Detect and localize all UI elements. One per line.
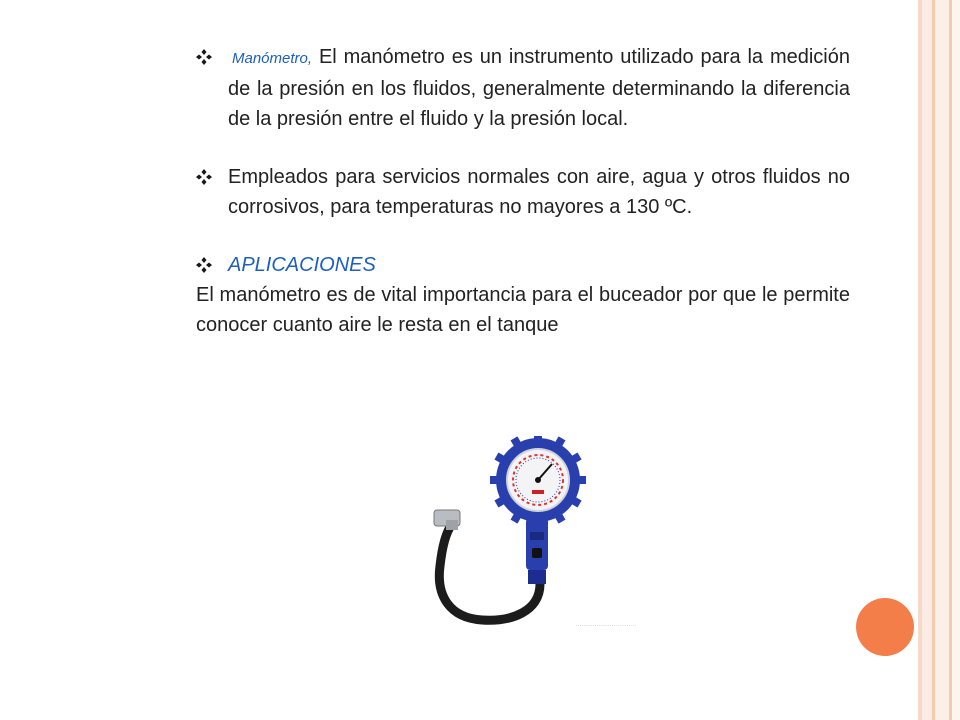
section-heading: APLICACIONES xyxy=(228,254,376,276)
decorative-stripe xyxy=(935,0,949,720)
bullet-text: Empleados para servicios normales con aire, agua y otros fluidos no corrosivos, para temperaturas no mayores a 130 ºC. xyxy=(228,166,850,218)
bullet-item-usage xyxy=(196,162,850,222)
decorative-circle xyxy=(856,598,914,656)
bullet-lead-term: Manómetro, xyxy=(232,50,313,67)
pressure-gauge-image xyxy=(422,436,642,632)
bullet-item-definition xyxy=(196,42,850,134)
applications-paragraph: El manómetro es de vital importancia para el buceador por que le permite conocer cuanto aire le resta en el tanque xyxy=(196,284,850,336)
bullet-item-applications xyxy=(196,250,850,280)
bullet-text: El manómetro es un instrumento utilizado para la medición de la presión en los fluidos, generalmente determinando la diferencia de la presión entre el fluido y la presión local. xyxy=(228,46,850,130)
image-caption: ................................ xyxy=(576,622,637,628)
decorative-stripe xyxy=(922,0,932,720)
diamond-quad-bullet-icon xyxy=(196,257,212,273)
diamond-quad-bullet-icon xyxy=(196,49,212,65)
slide-content xyxy=(196,42,850,340)
decorative-stripe xyxy=(952,0,960,720)
diamond-quad-bullet-icon xyxy=(196,169,212,185)
